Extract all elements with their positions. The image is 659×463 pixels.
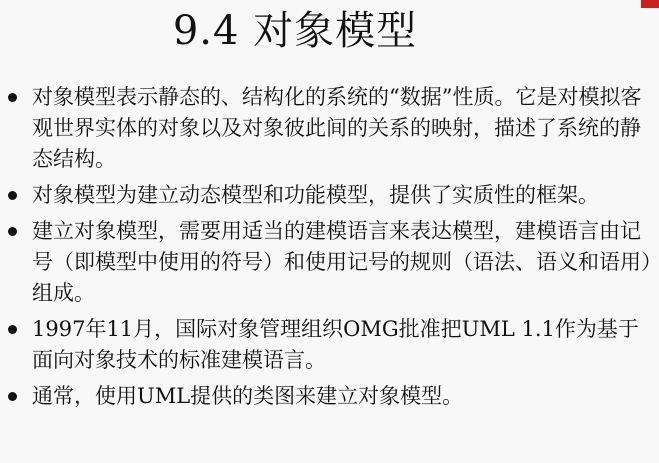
bullet-dot-icon: [8, 392, 17, 401]
bullet-list: [8, 82, 653, 417]
bullet-text: 对象模型为建立动态模型和功能模型，提供了实质性的框架。: [32, 183, 599, 207]
bullet-text: 通常，使用UML提供的类图来建立对象模型。: [32, 384, 464, 408]
bullet-dot-icon: [8, 191, 17, 200]
bullet-dot-icon: [8, 325, 17, 334]
bullet-item: [8, 216, 653, 309]
bullet-item: [8, 381, 653, 412]
bullet-item: [8, 180, 653, 211]
slide-title: 9.4 对象模型: [172, 8, 418, 54]
bullet-text: 对象模型表示静态的、结构化的系统的“数据”性质。它是对模拟客观世界实体的对象以及对象彼此间的关系的映射，描述了系统的静态结构。: [32, 85, 642, 171]
bullet-text: 1997年11月，国际对象管理组织OMG批准把UML 1.1作为基于面向对象技术的标准建模语言。: [32, 317, 639, 372]
bullet-dot-icon: [8, 93, 17, 102]
bullet-dot-icon: [8, 227, 17, 236]
bullet-text: 建立对象模型，需要用适当的建模语言来表达模型，建模语言由记号（即模型中使用的符号）和使用记号的规则（语法、语义和语用）组成。: [32, 219, 652, 305]
bullet-item: [8, 82, 653, 175]
corner-accent-mark: [641, 0, 659, 8]
bullet-item: [8, 314, 653, 376]
